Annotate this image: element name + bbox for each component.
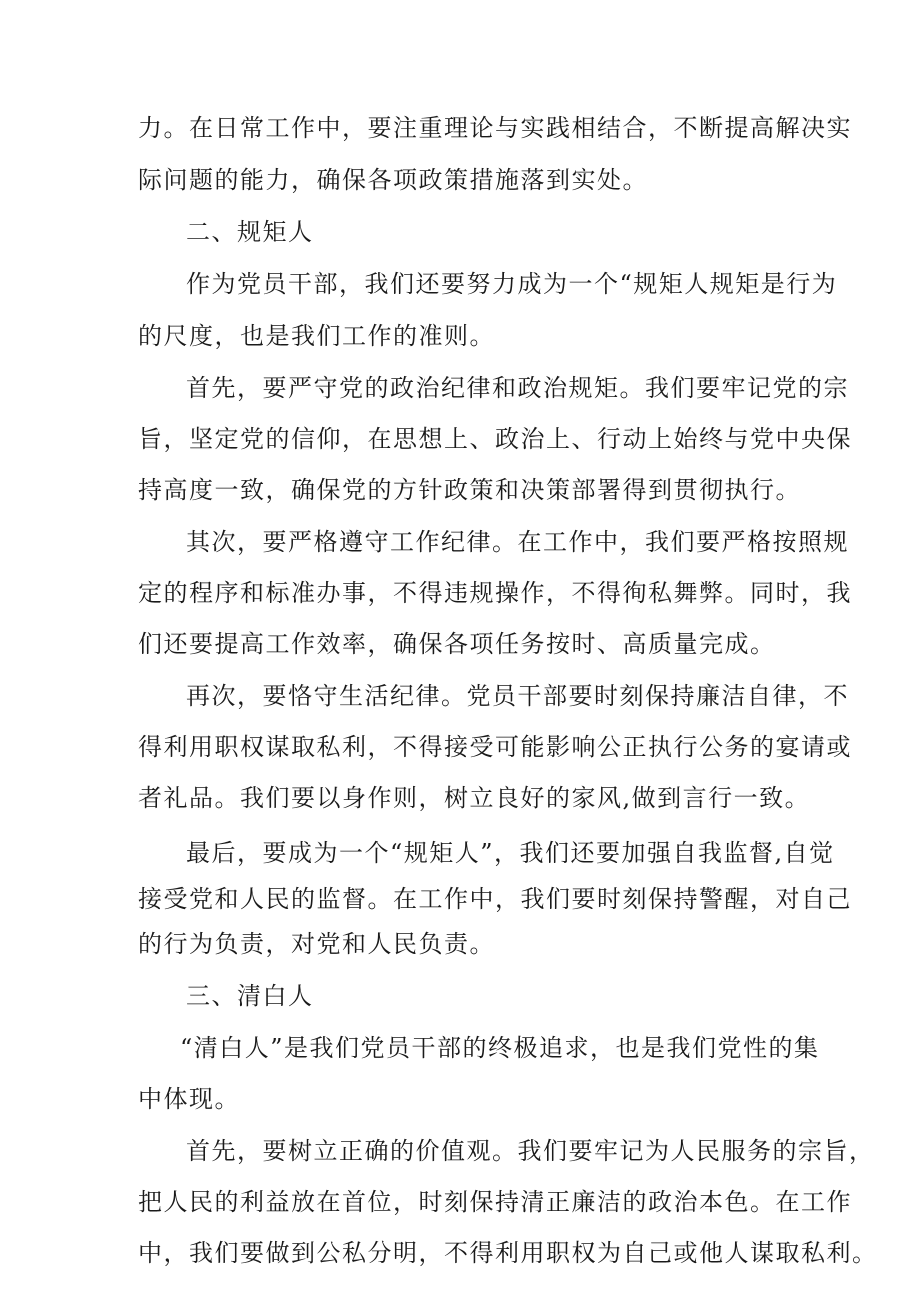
- text-line: 中，我们要做到公私分明，不得利用职权为自己或他人谋取私利。: [138, 1239, 878, 1267]
- text-line: 最后，要成为一个“规矩人”，我们还要加强自我监督,自觉: [186, 839, 835, 867]
- text-line: 旨，坚定党的信仰，在思想上、政治上、行动上始终与党中央保: [138, 425, 852, 453]
- text-line: 其次，要严格遵守工作纪律。在工作中，我们要严格按照规: [186, 528, 849, 556]
- text-line: 持高度一致，确保党的方针政策和决策部署得到贯彻执行。: [138, 476, 801, 504]
- text-line: 把人民的利益放在首位，时刻保持清正廉洁的政治本色。在工作: [138, 1188, 852, 1216]
- text-line: 定的程序和标准办事，不得违规操作，不得徇私舞弊。同时，我: [138, 579, 852, 607]
- text-line: 中体现。: [138, 1085, 240, 1113]
- text-line: 者礼品。我们要以身作则，树立良好的家风,做到言行一致。: [138, 784, 811, 812]
- section-heading-3: 三、清白人: [186, 982, 314, 1010]
- text-line: 首先，要严守党的政治纪律和政治规矩。我们要牢记党的宗: [186, 374, 849, 402]
- text-line: 作为党员干部，我们还要努力成为一个“规矩人规矩是行为: [186, 270, 838, 298]
- text-line: 再次，要恪守生活纪律。党员干部要时刻保持廉洁自律，不: [186, 682, 849, 710]
- text-line: 得利用职权谋取私利，不得接受可能影响公正执行公务的宴请或: [138, 733, 852, 761]
- text-line: 际问题的能力，确保各项政策措施落到实处。: [138, 166, 648, 194]
- section-heading-2: 二、规矩人: [186, 218, 314, 246]
- text-line: 力。在日常工作中，要注重理论与实践相结合，不断提高解决实: [138, 114, 852, 142]
- text-line: 接受党和人民的监督。在工作中，我们要时刻保持警醒，对自己: [138, 885, 852, 913]
- text-line: 们还要提高工作效率，确保各项任务按时、高质量完成。: [138, 630, 776, 658]
- text-line: 的行为负责，对党和人民负责。: [138, 930, 495, 958]
- text-line: “清白人”是我们党员干部的终极追求，也是我们党性的集: [180, 1034, 820, 1062]
- text-line: 的尺度，也是我们工作的准则。: [138, 322, 495, 350]
- text-line: 首先，要树立正确的价值观。我们要牢记为人民服务的宗旨，: [186, 1137, 875, 1165]
